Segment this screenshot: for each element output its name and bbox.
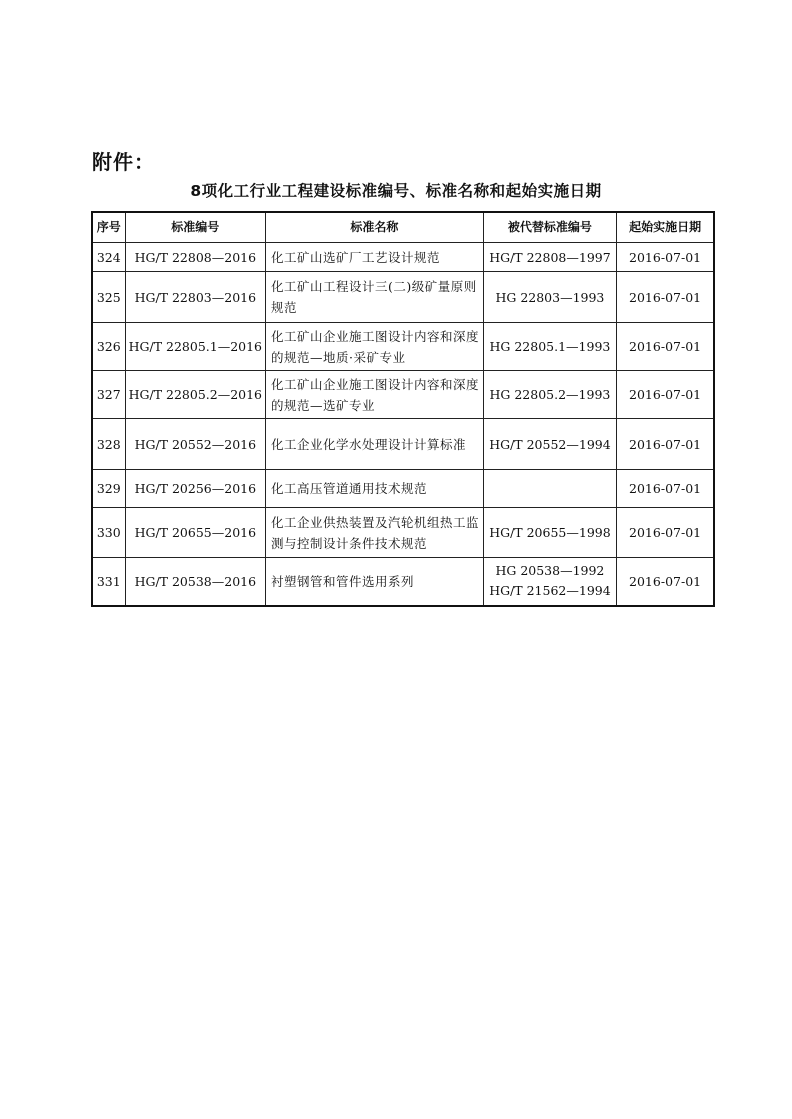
row-serial-no: 325: [92, 272, 125, 323]
row-standard-code: HG/T 22805.2—2016: [125, 371, 265, 419]
row-standard-name: 化工企业供热装置及汽轮机组热工监测与控制设计条件技术规范: [266, 508, 484, 558]
row-serial-no: 324: [92, 243, 125, 272]
row-replaced-code: HG 22803—1993: [483, 272, 616, 323]
header-effective-date: 起始实施日期: [617, 212, 714, 243]
row-serial-no: 331: [92, 558, 125, 606]
header-standard-code: 标准编号: [125, 212, 265, 243]
table-row: [92, 419, 714, 470]
row-serial-no: 329: [92, 470, 125, 508]
row-standard-code: HG/T 20538—2016: [125, 558, 265, 606]
row-replaced-codes: [483, 558, 616, 606]
header-serial-no: 序号: [92, 212, 125, 243]
row-serial-no: 330: [92, 508, 125, 558]
table-row: [92, 508, 714, 558]
table-row: [92, 371, 714, 419]
row-replaced-code: HG/T 20552—1994: [483, 419, 616, 470]
row-replaced-code: HG 22805.2—1993: [483, 371, 616, 419]
header-replaced-code: 被代替标准编号: [483, 212, 616, 243]
row-effective-date: 2016-07-01: [617, 419, 714, 470]
row-standard-code: HG/T 20655—2016: [125, 508, 265, 558]
row-serial-no: 328: [92, 419, 125, 470]
document-title: 8项化工行业工程建设标准编号、标准名称和起始实施日期: [190, 182, 602, 200]
row-standard-code: HG/T 20552—2016: [125, 419, 265, 470]
row-replaced-code: HG/T 20655—1998: [483, 508, 616, 558]
replaced-code-line: HG 20538—1992: [495, 563, 605, 579]
row-effective-date: 2016-07-01: [617, 371, 714, 419]
table-row: [92, 272, 714, 323]
row-effective-date: 2016-07-01: [617, 272, 714, 323]
standards-table: [91, 211, 715, 607]
table-row: [92, 243, 714, 272]
row-standard-code: HG/T 20256—2016: [125, 470, 265, 508]
row-effective-date: 2016-07-01: [617, 508, 714, 558]
table-row: [92, 470, 714, 508]
row-standard-name: 化工高压管道通用技术规范: [266, 470, 484, 508]
row-standard-name: 化工企业化学水处理设计计算标准: [266, 419, 484, 470]
row-standard-code: HG/T 22805.1—2016: [125, 323, 265, 371]
replaced-code-line: HG/T 21562—1994: [489, 583, 611, 599]
row-standard-code: HG/T 22808—2016: [125, 243, 265, 272]
row-replaced-code: [483, 470, 616, 508]
table-header-row: [92, 212, 714, 243]
attachment-label: 附件：: [92, 150, 155, 174]
row-standard-name: 化工矿山企业施工图设计内容和深度的规范—地质·采矿专业: [266, 323, 484, 371]
row-serial-no: 326: [92, 323, 125, 371]
row-standard-code: HG/T 22803—2016: [125, 272, 265, 323]
header-standard-name: 标准名称: [266, 212, 484, 243]
row-effective-date: 2016-07-01: [617, 558, 714, 606]
row-serial-no: 327: [92, 371, 125, 419]
row-replaced-code: HG 22805.1—1993: [483, 323, 616, 371]
table-row: [92, 558, 714, 606]
row-standard-name: 化工矿山选矿厂工艺设计规范: [266, 243, 484, 272]
row-standard-name: 化工矿山企业施工图设计内容和深度的规范—选矿专业: [266, 371, 484, 419]
table-row: [92, 323, 714, 371]
row-effective-date: 2016-07-01: [617, 470, 714, 508]
row-effective-date: 2016-07-01: [617, 243, 714, 272]
row-standard-name: 化工矿山工程设计三(二)级矿量原则规范: [266, 272, 484, 323]
row-standard-name: 衬塑钢管和管件选用系列: [266, 558, 484, 606]
row-effective-date: 2016-07-01: [617, 323, 714, 371]
row-replaced-code: HG/T 22808—1997: [483, 243, 616, 272]
